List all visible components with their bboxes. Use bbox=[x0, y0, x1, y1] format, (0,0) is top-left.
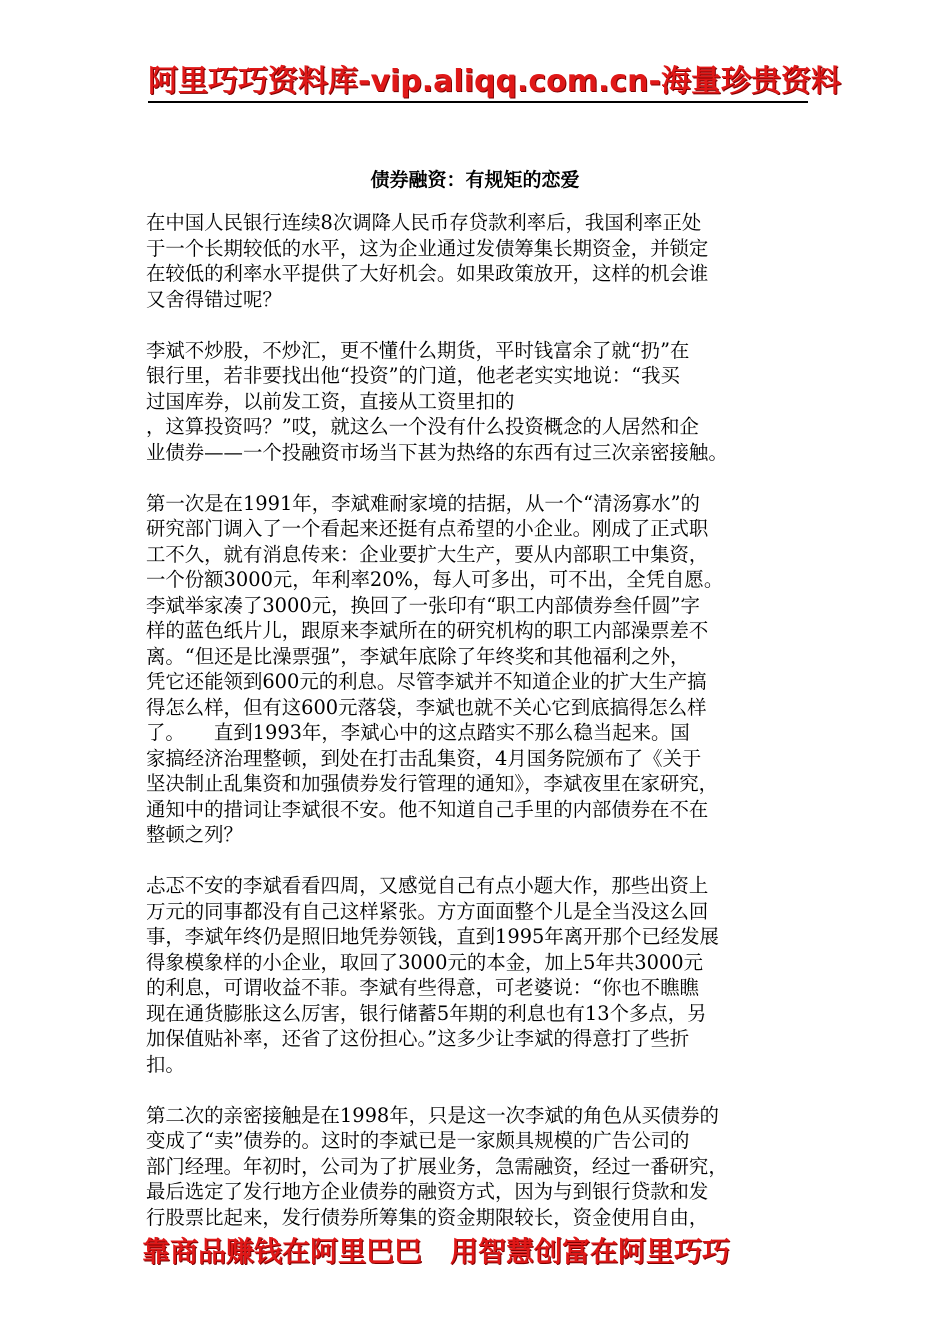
text-line: 工不久，就有消息传来：企业要扩大生产，要从内部职工中集资， bbox=[146, 542, 709, 566]
text-line: 业债券——一个投融资市场当下甚为热络的东西有过三次亲密接触。 bbox=[146, 440, 728, 464]
text-line: 现在通货膨胀这么厉害，银行储蓄5年期的利息也有13个多点，另 bbox=[146, 1001, 707, 1025]
footer-banner: 靠商品赚钱在阿里巴巴 用智慧创富在阿里巧巧 bbox=[142, 1235, 731, 1268]
paragraph bbox=[146, 491, 806, 848]
text-line: 过国库券，以前发工资，直接从工资里扣的 bbox=[146, 389, 515, 413]
text-line: ，这算投资吗？”哎，就这么一个没有什么投资概念的人居然和企 bbox=[146, 415, 699, 438]
document-body bbox=[146, 210, 806, 1230]
text-line: 加保值贴补率，还省了这份担心。”这多少让李斌的得意打了些折 bbox=[146, 1027, 690, 1050]
text-line: 第二次的亲密接触是在1998年，只是这一次李斌的角色从买债券的 bbox=[146, 1103, 719, 1127]
text-line: 扣。 bbox=[146, 1052, 185, 1076]
text-line: 万元的同事都没有自己这样紧张。方方面面整个儿是全当没这么回 bbox=[146, 899, 709, 923]
text-line: 得象模象样的小企业，取回了3000元的本金，加上5年共3000元 bbox=[146, 950, 704, 974]
text-line: 在中国人民银行连续8次调降人民币存贷款利率后，我国利率正处 bbox=[146, 211, 702, 234]
text-line: 研究部门调入了一个看起来还挺有点希望的小企业。刚成了正式职 bbox=[146, 517, 709, 540]
text-line: 一个份额3000元，年利率20%，每人可多出，可不出，全凭自愿。 bbox=[146, 568, 724, 591]
text-line: 第一次是在1991年，李斌难耐家境的拮据，从一个“清汤寡水”的 bbox=[146, 491, 700, 515]
paragraph bbox=[146, 338, 806, 466]
text-line: 整顿之列？ bbox=[146, 823, 243, 846]
text-line: 离。“但还是比澡票强”，李斌年底除了年终奖和其他福利之外， bbox=[146, 644, 690, 668]
text-line: 李斌举家凑了3000元，换回了一张印有“职工内部债券叁仟圆”字 bbox=[146, 593, 700, 617]
text-line: 了。 直到1993年，李斌心中的这点踏实不那么稳当起来。国 bbox=[146, 721, 690, 744]
text-line: 得怎么样，但有这600元落袋，李斌也就不关心它到底搞得怎么样 bbox=[146, 695, 707, 719]
text-line: 于一个长期较低的水平，这为企业通过发债筹集长期资金，并锁定 bbox=[146, 236, 709, 260]
paragraph bbox=[146, 1103, 806, 1231]
text-line: 又舍得错过呢？ bbox=[146, 287, 282, 311]
text-line: 通知中的措词让李斌很不安。他不知道自己手里的内部债券在不在 bbox=[146, 797, 709, 821]
text-line: 样的蓝色纸片儿，跟原来李斌所在的研究机构的职工内部澡票差不 bbox=[146, 619, 709, 642]
text-line: 银行里，若非要找出他“投资”的门道，他老老实实地说：“我买 bbox=[146, 364, 680, 387]
header-banner: 阿里巧巧资料库-vip.aliqq.com.cn-海量珍贵资料 bbox=[148, 64, 841, 99]
text-line: 李斌不炒股，不炒汇，更不懂什么期货，平时钱富余了就“扔”在 bbox=[146, 338, 690, 362]
text-line: 凭它还能领到600元的利息。尽管李斌并不知道企业的扩大生产搞 bbox=[146, 670, 707, 693]
paragraph bbox=[146, 210, 806, 312]
text-line: 在较低的利率水平提供了大好机会。如果政策放开，这样的机会谁 bbox=[146, 262, 709, 285]
text-line: 部门经理。年初时，公司为了扩展业务，急需融资，经过一番研究， bbox=[146, 1154, 728, 1178]
text-line: 变成了“卖”债券的。这时的李斌已是一家颇具规模的广告公司的 bbox=[146, 1129, 690, 1152]
text-line: 家搞经济治理整顿，到处在打击乱集资，4月国务院颁布了《关于 bbox=[146, 746, 702, 770]
header-divider bbox=[148, 101, 808, 103]
text-line: 最后选定了发行地方企业债券的融资方式，因为与到银行贷款和发 bbox=[146, 1180, 709, 1203]
text-line: 坚决制止乱集资和加强债券发行管理的通知》，李斌夜里在家研究， bbox=[146, 772, 719, 795]
text-line: 忐忑不安的李斌看看四周，又感觉自己有点小题大作，那些出资上 bbox=[146, 874, 709, 897]
document-title: 债券融资：有规矩的恋爱 bbox=[370, 169, 580, 191]
text-line: 的利息，可谓收益不菲。李斌有些得意，可老婆说：“你也不瞧瞧 bbox=[146, 976, 699, 999]
text-line: 行股票比起来，发行债券所筹集的资金期限较长，资金使用自由， bbox=[146, 1205, 709, 1229]
paragraph bbox=[146, 873, 806, 1077]
text-line: 事，李斌年终仍是照旧地凭券领钱，直到1995年离开那个已经发展 bbox=[146, 925, 719, 948]
